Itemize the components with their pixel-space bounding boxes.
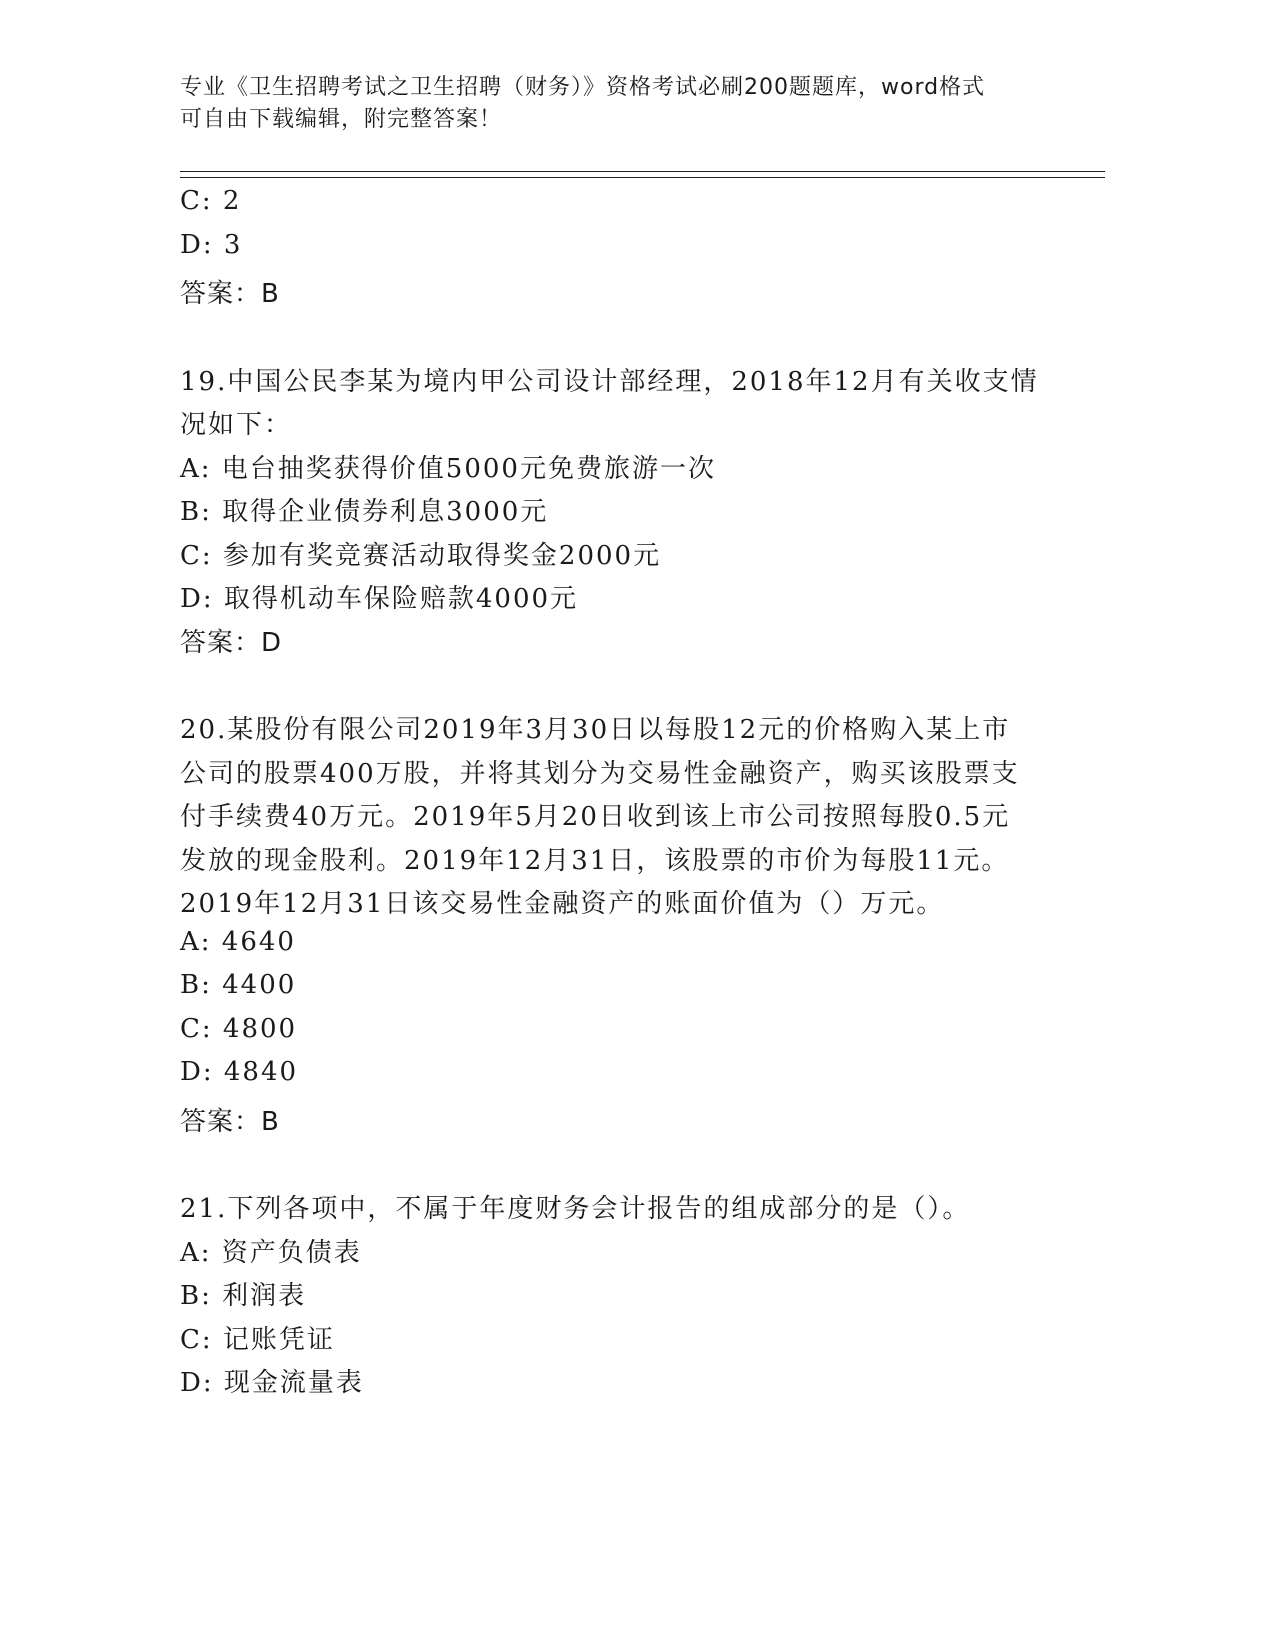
q18-answer: 答案：B [180, 279, 280, 309]
q19-option-c: C: 参加有奖竞赛活动取得奖金2000元 [180, 541, 662, 571]
q21-stem-line-1: 21.下列各项中，不属于年度财务会计报告的组成部分的是（）。 [180, 1194, 971, 1224]
q20-stem-line-3: 付手续费40万元。2019年5月20日收到该上市公司按照每股0.5元 [180, 802, 1011, 832]
q19-stem-line-1: 19.中国公民李某为境内甲公司设计部经理，2018年12月有关收支情 [180, 367, 1039, 397]
header-title-line-2: 可自由下载编辑，附完整答案！ [180, 107, 503, 132]
q20-stem-line-5: 2019年12月31日该交易性金融资产的账面价值为（）万元。 [180, 889, 945, 919]
q20-stem-line-4: 发放的现金股利。2019年12月31日，该股票的市价为每股11元。 [180, 846, 1010, 876]
q20-option-b: B: 4400 [180, 970, 297, 1000]
q21-option-a: A: 资产负债表 [180, 1238, 362, 1268]
header-divider-secondary [180, 177, 1105, 178]
q20-stem-line-2: 公司的股票400万股，并将其划分为交易性金融资产，购买该股票支 [180, 759, 1020, 789]
q20-option-d: D: 4840 [180, 1057, 299, 1087]
q19-option-d: D: 取得机动车保险赔款4000元 [180, 584, 579, 614]
header-title-line-1: 专业《卫生招聘考试之卫生招聘（财务）》资格考试必刷200题题库，word格式 [180, 75, 986, 100]
q21-option-d: D: 现金流量表 [180, 1368, 364, 1398]
q20-answer: 答案：B [180, 1107, 280, 1137]
q20-option-a: A: 4640 [180, 927, 296, 957]
q18-option-c: C: 2 [180, 186, 242, 216]
q21-option-c: C: 记账凭证 [180, 1325, 335, 1355]
q19-option-a: A: 电台抽奖获得价值5000元免费旅游一次 [180, 454, 716, 484]
q19-option-b: B: 取得企业债券利息3000元 [180, 497, 549, 527]
page-header [180, 72, 1080, 136]
q18-option-d: D: 3 [180, 230, 243, 260]
q20-stem-line-1: 20.某股份有限公司2019年3月30日以每股12元的价格购入某上市 [180, 715, 1011, 745]
header-divider [180, 171, 1105, 172]
q20-option-c: C: 4800 [180, 1014, 298, 1044]
q21-option-b: B: 利润表 [180, 1281, 307, 1311]
q19-stem-line-2: 况如下： [180, 410, 293, 440]
q19-answer: 答案：D [180, 628, 283, 658]
